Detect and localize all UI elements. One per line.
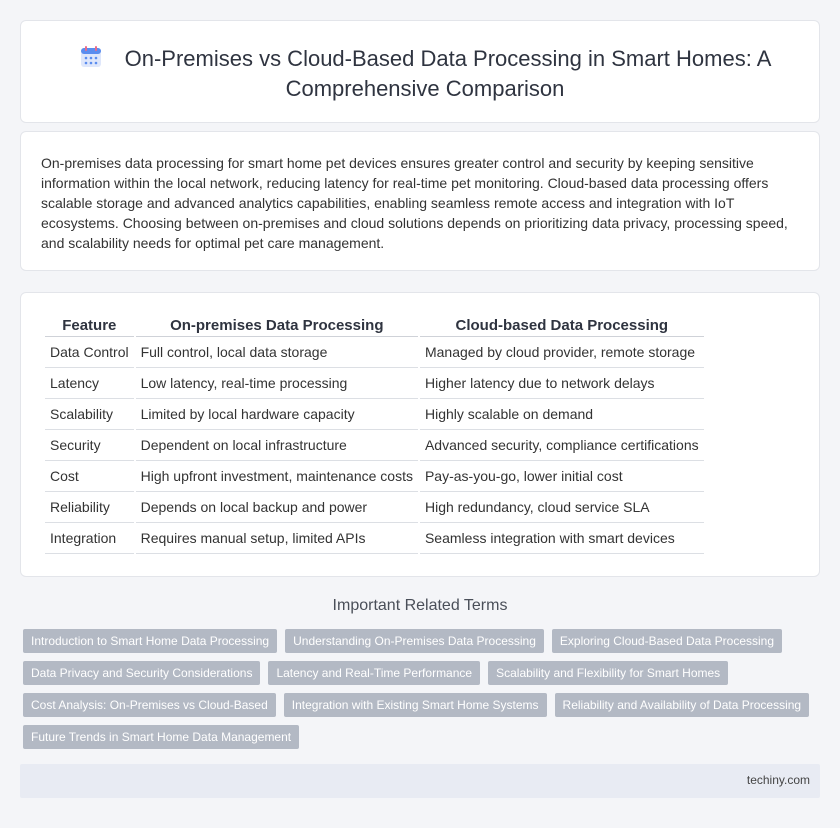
cell-on-premises: Limited by local hardware capacity [136, 399, 418, 430]
cell-cloud: Pay-as-you-go, lower initial cost [420, 461, 704, 492]
calendar-grid-icon [79, 45, 103, 69]
related-term-tag[interactable]: Latency and Real-Time Performance [268, 661, 480, 685]
header-cloud: Cloud-based Data Processing [420, 312, 704, 337]
cell-feature: Cost [45, 461, 134, 492]
intro-text: On-premises data processing for smart home pet devices ensures greater control and security by keeping sensitive information within the local network, reducing latency for real-time pet monitoring. Cloud-based data processing offers scalable storage and advanced analytics capabilities, enabling seamless remote access and integration with IoT ecosystems. Choosing between on-premises and cloud solutions depends on prioritizing data privacy, processing speed, and scalability needs for optimal pet care management. [41, 155, 788, 251]
cell-on-premises: Dependent on local infrastructure [136, 430, 418, 461]
table-row [45, 337, 704, 368]
comparison-table-card [20, 292, 820, 577]
header-feature: Feature [45, 312, 134, 337]
related-term-tag[interactable]: Exploring Cloud-Based Data Processing [552, 629, 782, 653]
cell-on-premises: Low latency, real-time processing [136, 368, 418, 399]
intro-card [20, 131, 820, 271]
page-title: On-Premises vs Cloud-Based Data Processing in Smart Homes: A Comprehensive Comparison [124, 46, 772, 101]
table-row [45, 461, 704, 492]
related-term-tag[interactable]: Introduction to Smart Home Data Processing [23, 629, 277, 653]
page-title-wrap [51, 44, 799, 104]
table-row [45, 430, 704, 461]
cell-feature: Reliability [45, 492, 134, 523]
header-card [20, 20, 820, 123]
cell-cloud: Managed by cloud provider, remote storage [420, 337, 704, 368]
cell-cloud: Seamless integration with smart devices [420, 523, 704, 554]
table-row [45, 399, 704, 430]
comparison-table [43, 312, 706, 554]
cell-feature: Scalability [45, 399, 134, 430]
cell-on-premises: Requires manual setup, limited APIs [136, 523, 418, 554]
related-term-tag[interactable]: Scalability and Flexibility for Smart Homes [488, 661, 728, 685]
related-terms-heading: Important Related Terms [332, 597, 508, 614]
cell-feature: Data Control [45, 337, 134, 368]
related-term-tag[interactable]: Data Privacy and Security Considerations [23, 661, 260, 685]
table-row [45, 523, 704, 554]
table-row [45, 368, 704, 399]
cell-cloud: Higher latency due to network delays [420, 368, 704, 399]
header-on-premises: On-premises Data Processing [136, 312, 418, 337]
cell-on-premises: Depends on local backup and power [136, 492, 418, 523]
footer-site-link[interactable]: techiny.com [746, 773, 810, 787]
table-row [45, 492, 704, 523]
cell-on-premises: High upfront investment, maintenance costs [136, 461, 418, 492]
related-term-tag[interactable]: Future Trends in Smart Home Data Management [23, 725, 299, 749]
cell-feature: Security [45, 430, 134, 461]
related-term-tag[interactable]: Integration with Existing Smart Home Systems [284, 693, 547, 717]
cell-feature: Integration [45, 523, 134, 554]
footer [20, 764, 820, 798]
cell-cloud: Highly scalable on demand [420, 399, 704, 430]
related-term-tag[interactable]: Cost Analysis: On-Premises vs Cloud-Based [23, 693, 276, 717]
related-term-tag[interactable]: Understanding On-Premises Data Processing [285, 629, 544, 653]
cell-cloud: Advanced security, compliance certifications [420, 430, 704, 461]
table-header-row [45, 312, 704, 337]
cell-on-premises: Full control, local data storage [136, 337, 418, 368]
cell-cloud: High redundancy, cloud service SLA [420, 492, 704, 523]
cell-feature: Latency [45, 368, 134, 399]
related-terms-list [23, 629, 823, 757]
related-term-tag[interactable]: Reliability and Availability of Data Processing [555, 693, 810, 717]
